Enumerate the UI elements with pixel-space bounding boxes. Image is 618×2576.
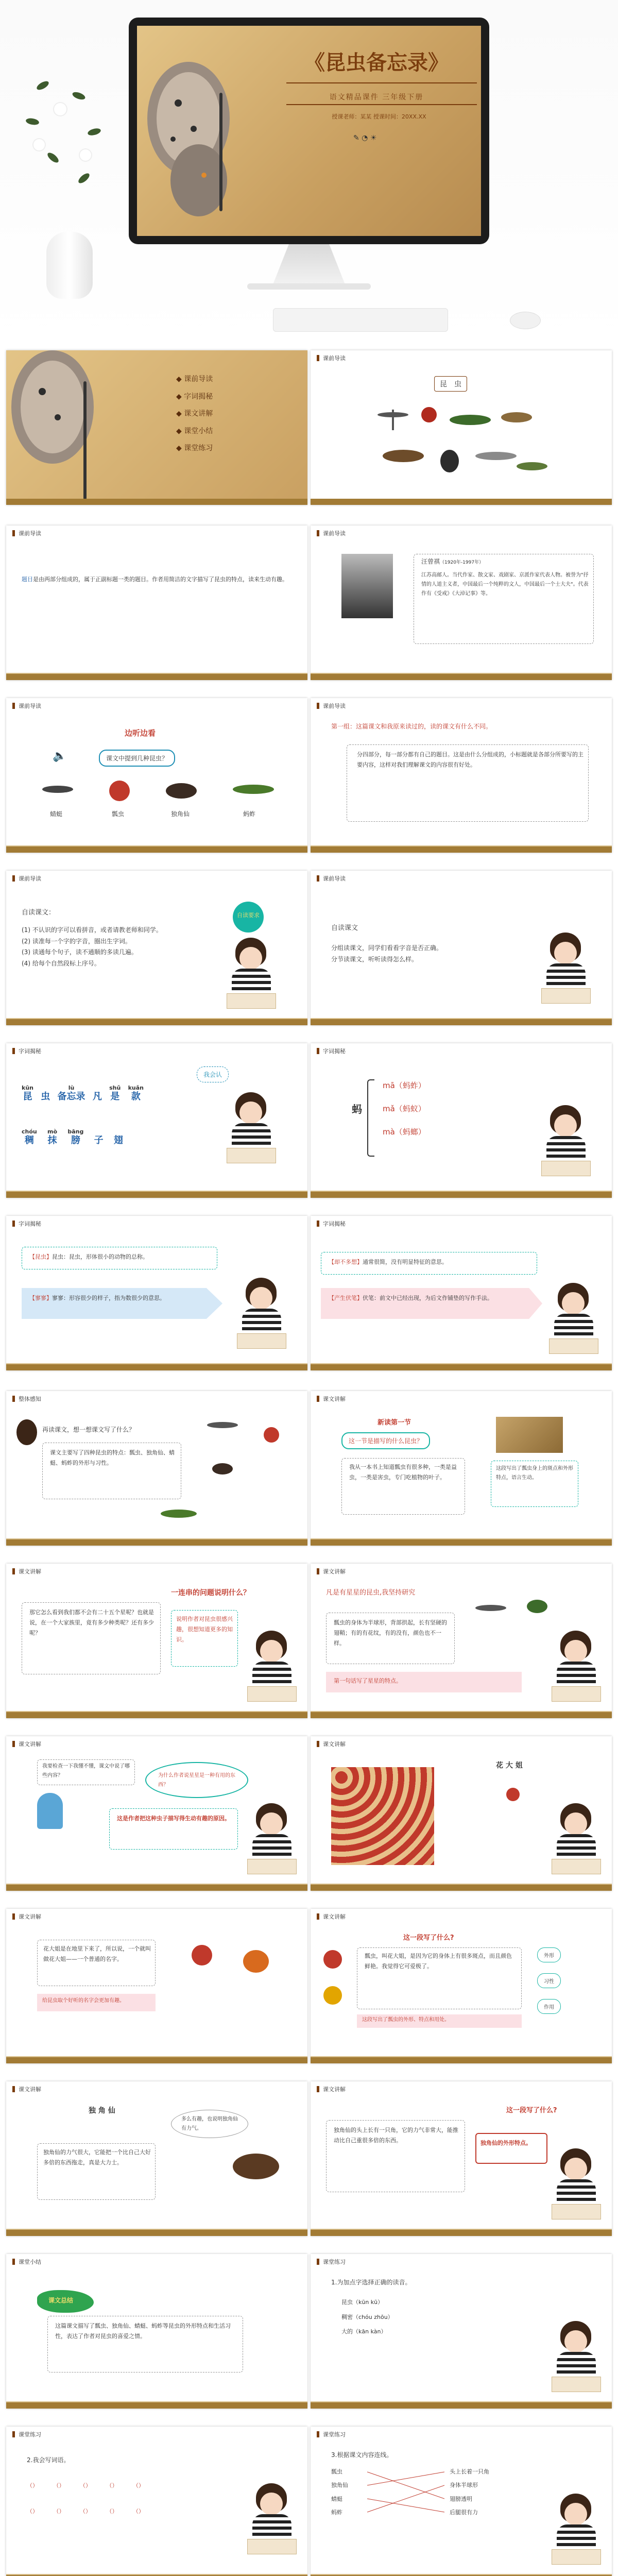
structure-text: 分四部分，每一部分都有自己的题目。这是由什么分组成的，小标题就是各部分所要写的主要内容，这样对我们理解课文的内容很有好处。 (357, 751, 583, 768)
girl-illustration (547, 1631, 604, 1708)
cover-subtitle: 语文精品课件 三年级下册 (329, 93, 424, 101)
slide-footer (311, 1885, 612, 1891)
speaker-icon[interactable]: 🔈 (53, 750, 67, 762)
slide-footer (311, 846, 612, 853)
ladybug-icon (243, 1950, 269, 1973)
tag-pill: 外形 (537, 1947, 561, 1962)
slide-beetle (6, 2081, 307, 2236)
word-row-1: kūn 昆 虫 lù 备忘录 凡 shǔ 是 kuǎn 款 (22, 1084, 144, 1103)
exercise3-title: 3.根据课文内容连线。 (331, 2451, 393, 2459)
slide-menu (6, 350, 307, 505)
girl-illustration (547, 2148, 604, 2226)
slide-footer (6, 2402, 307, 2409)
slide-summary (6, 2254, 307, 2409)
definition-ribbon (321, 1288, 542, 1319)
slide-footer (311, 1364, 612, 1370)
slide-section-1 (311, 1391, 612, 1546)
questions-text: 那它怎么看到我们都不会有二十五个星呢？也就是说，在一个大家族里，竟有多少种类呢？还有多少呢？ (29, 1609, 154, 1636)
menu-item[interactable]: ◆ 课堂练习 (176, 444, 213, 453)
slide-footer (6, 846, 307, 853)
slide-listen (6, 698, 307, 853)
brace (367, 1079, 374, 1157)
monitor-base (247, 283, 371, 290)
author-bio: 江苏高邮人。当代作家、散文家、戏剧家、京派作家代表人物。被誉为"抒情的人道主义者，中国最后一个纯粹的文人，中国最后一个士大夫"。代表作有《受戒》《大淖记事》等。 (421, 572, 589, 597)
slide-author (311, 526, 612, 680)
grasshopper-icon (161, 1510, 197, 1518)
section-label: 课文讲解 (19, 2086, 41, 2093)
grasshopper-icon (233, 785, 274, 794)
slide-thinking (6, 1736, 307, 1891)
section-label: 课文讲解 (19, 1913, 41, 1920)
vase (46, 232, 93, 299)
girl-illustration (547, 2321, 604, 2398)
slide-intro (6, 526, 307, 680)
cover-divider (286, 82, 477, 83)
girl-illustration (547, 1803, 604, 1880)
girl-illustration (233, 1278, 289, 1355)
slide-footer (6, 499, 307, 505)
polyphone-list: mā（蚂蚱） mǎ（蚂蚁） mà（蚂螂） (383, 1081, 426, 1137)
definition-text: 【昆虫】昆虫：昆虫，形体很小的动物的总称。 (29, 1253, 148, 1260)
slide-footer (311, 2057, 612, 2063)
structure-heading: 第一组：这篇课文和我原来读过的，读的课文有什么不同。 (331, 723, 492, 730)
dragonfly-icon (42, 786, 73, 793)
requirement-bubble: 自读要求 (233, 902, 264, 933)
topic-tag: 昆 虫 (434, 376, 467, 392)
questions-heading: 一连串的问题说明什么？ (171, 1589, 250, 1597)
insect-label: 蜻蜓 (50, 810, 63, 818)
child-avatar (16, 1419, 37, 1445)
group-read-title: 自读课文 (331, 924, 358, 932)
word-tip: 我会认 (197, 1066, 229, 1082)
naming-text: 花大姐是在地里下来了，所以说，一个就叫做花大姐——一个普通的名字。 (43, 1945, 151, 1962)
section-label: 字词揭秘 (19, 1048, 41, 1055)
slide-footer (6, 2057, 307, 2063)
overview-answer: 课文主要写了四种昆虫的特点：瓢虫、独角仙、蜻蜓、蚂蚱的外形与习性。 (50, 1449, 175, 1466)
match-left: 瓢虫 独角仙 蜻蜓 蚂蚱 (331, 2468, 348, 2516)
keyboard (273, 308, 448, 332)
side-note: 这段写出了瓢虫身上的斑点和外形特点，语言生动。 (496, 1466, 573, 1481)
tag-pill: 作用 (537, 1999, 561, 2014)
slide-footer (311, 1019, 612, 1025)
slide-word-def-1 (6, 1216, 307, 1370)
cover-divider (286, 104, 477, 105)
section-label: 字词揭秘 (19, 1221, 41, 1227)
cover-screen (137, 26, 481, 236)
slide-footer (311, 2402, 612, 2409)
section-label: 课文讲解 (323, 1568, 346, 1575)
slide-words (6, 1043, 307, 1198)
question-text: 我要检查一下我懂不懂，课文中说了哪些内容？ (42, 1764, 130, 1778)
section-text: 我从一本书上知道瓢虫有很多种，一类是益虫，一类是害虫，专门吃植物的叶子。 (349, 1464, 457, 1481)
ladybug-icon (323, 1950, 342, 1969)
definition-ribbon (22, 1288, 222, 1319)
girl-illustration (243, 1803, 300, 1880)
side-note: 说明作者对昆虫很感兴趣，很想知道更多的知识。 (176, 1616, 233, 1643)
menu-item[interactable]: ◆ 课堂小结 (176, 427, 213, 435)
shape-note: 第一句话写了星星的特点。 (334, 1677, 402, 1684)
section-label: 课堂练习 (19, 2431, 41, 2438)
exercise2-row: （） （） （） （） （） (27, 2482, 144, 2489)
listen-question: 课文中提到几种昆虫？ (99, 750, 175, 767)
beetle-icon (233, 2154, 279, 2179)
slide-footer (6, 674, 307, 680)
section-label: 课堂练习 (323, 2431, 346, 2438)
callout (475, 2133, 547, 2164)
match-lines (367, 2468, 444, 2524)
butterfly-image (6, 345, 125, 510)
slide-footer (311, 674, 612, 680)
section-label: 课前导读 (323, 530, 346, 537)
slide-footer (6, 1364, 307, 1370)
author-photo (341, 554, 393, 618)
author-name: 汪曾祺（1920年-1997年） (421, 558, 484, 565)
cover-meta: 授课老师：某某 授课时间：20XX.XX (332, 113, 426, 120)
section-label: 课前导读 (19, 875, 41, 882)
slide-footer (6, 1192, 307, 1198)
slide-questions (6, 1564, 307, 1718)
section-label: 课前导读 (19, 530, 41, 537)
menu-item[interactable]: ◆ 课前导读 (176, 375, 213, 383)
slide-footer (6, 2230, 307, 2236)
summary-text: 这篇课文描写了瓢虫、独角仙、蜻蜓、蚂蚱等昆虫的外形特点和生活习性，表达了作者对昆虫的喜爱之情。 (55, 2323, 231, 2340)
section-label: 课文讲解 (323, 1913, 346, 1920)
slide-self-read (6, 871, 307, 1025)
exercise-title: 1.为加点字选择正确的读音。 (331, 2279, 411, 2286)
beetle2-heading: 这一段写了什么? (506, 2107, 557, 2114)
insect-label: 瓢虫 (112, 810, 125, 818)
definition-text: 【却不多想】通常很简，没有明显特征的意思。 (329, 1259, 448, 1265)
ladybug-collage (331, 1767, 434, 1865)
beetle-icon (212, 1463, 233, 1475)
slide-structure (311, 698, 612, 853)
paragraph-heading: 这一段写了什么? (403, 1934, 454, 1942)
menu-list (176, 371, 213, 457)
slide-footer (6, 1712, 307, 1718)
exercise-lines: 昆虫（kūn kū） 稠密（chóu zhōu） 大的（kān kàn） (341, 2299, 393, 2335)
polyphone-char: 蚂 (352, 1103, 362, 1115)
section-label: 整体感知 (19, 1396, 41, 1402)
definition-text-2: 【产生伏笔】伏笔：前文中已经出现，为后文作铺垫的写作手法。 (329, 1295, 493, 1301)
thought-text: 为什么作者说星星是一种有用的东西？ (158, 1773, 235, 1788)
slide-word-def-2 (311, 1216, 612, 1370)
dragonfly-icon (207, 1422, 238, 1428)
slide-exercise-3 (311, 2427, 612, 2576)
menu-item[interactable]: ◆ 字词揭秘 (176, 392, 213, 401)
naming-note: 给昆虫取个好听的名字会更加有趣。 (42, 1998, 125, 2004)
paragraph-text: 瓢虫，叫花大姐，是因为它的身体上有很多斑点，而且颜色鲜艳。我觉得它可爱极了。 (365, 1953, 512, 1970)
section-label: 字词揭秘 (323, 1221, 346, 1227)
cover-icons: ✎ ◔ ☀ (353, 134, 377, 142)
definition-text-2: 【寥寥】寥寥：形容很少的样子，指为数很少的意思。 (29, 1295, 165, 1301)
section-label: 课前导读 (323, 875, 346, 882)
section-label: 课文讲解 (323, 1741, 346, 1748)
summary-tag: 课文总结 (48, 2297, 74, 2304)
slide-exercise-2 (6, 2427, 307, 2576)
plant-decoration (15, 72, 118, 294)
exercise2-title: 2.我会写词语。 (27, 2456, 70, 2464)
slide-group-read (311, 871, 612, 1025)
section-label: 课文讲解 (323, 1396, 346, 1402)
hero-mockup (0, 0, 618, 345)
exercise2-row: （） （） （） （） （） (27, 2508, 144, 2515)
beetle2-text: 独角仙的头上长有一只角，它的力气非常大，能推动比自己重很多倍的东西。 (334, 2127, 458, 2144)
slide-polyphone (311, 1043, 612, 1198)
section-label: 课文讲解 (19, 1741, 41, 1748)
slide-naming (6, 1909, 307, 2063)
section-label: 课堂小结 (19, 2259, 41, 2265)
ladybug-icon (506, 1788, 520, 1801)
girl-illustration (243, 1631, 300, 1708)
ladybug-icon (109, 781, 130, 801)
ladybug-icon (192, 1945, 212, 1965)
slide-footer (311, 2230, 612, 2236)
ladybug-icon (264, 1427, 279, 1443)
listen-title: 边听边看 (125, 728, 156, 738)
group-read-list: 分组读课文，同学们看看字音是否正确。 分节读课文，听听读得怎么样。 (331, 944, 443, 963)
boy-illustration (37, 1793, 63, 1829)
girl-illustration (222, 938, 279, 1015)
slide-footer (6, 1019, 307, 1025)
slide-insects (311, 350, 612, 505)
cover-title: 《昆虫备忘录》 (304, 50, 449, 75)
section-label: 课前导读 (323, 703, 346, 709)
girl-illustration (537, 933, 594, 1010)
slide-overview (6, 1391, 307, 1546)
slide-beetle-2 (311, 2081, 612, 2236)
slide-footer (6, 1885, 307, 1891)
overview-question: 再读课文，想一想课文写了什么？ (42, 1426, 135, 1433)
beetle-text: 独角仙的力气很大，它能把一个比自己大好多倍的东西拖走，真是大力士。 (43, 2149, 151, 2166)
slide-footer (311, 1192, 612, 1198)
insects-image (367, 399, 553, 487)
section-label: 课文讲解 (323, 2086, 346, 2093)
shape-text: 瓢虫的身体为半球形，背部拱起，长有坚硬的翅鞘；有的有花纹，有的没有，颜色也不一样。 (334, 1619, 447, 1647)
monitor-stand (273, 244, 345, 284)
slide-footer (311, 1539, 612, 1546)
slide-footer (311, 1712, 612, 1718)
girl-illustration (545, 1283, 602, 1360)
girl-illustration (547, 2494, 604, 2571)
insect-label: 蚂蚱 (243, 810, 256, 818)
slide-huadajie (311, 1736, 612, 1891)
girl-illustration (222, 1092, 279, 1170)
butterfly-image (142, 57, 261, 222)
slide-exercise-1 (311, 2254, 612, 2409)
girl-illustration (537, 1105, 594, 1182)
monitor (129, 18, 489, 244)
insect-photo (496, 1417, 563, 1453)
beetle-icon (527, 1600, 547, 1613)
slide-paragraph (311, 1909, 612, 2063)
self-read-list: (1) 不认识的字可以看拼音，或者请教老师和同学。 (2) 读准每一个字的字音，圈出生字词。 (3) 读通每个句子，读不通顺的多读几遍。 (4) 给每个自然段标上序号。 (22, 926, 162, 967)
girl-illustration (243, 2483, 300, 2561)
section-label: 课前导读 (19, 703, 41, 709)
shape-heading: 凡是有星星的昆虫,我坚持研究 (326, 1589, 416, 1597)
section-label: 字词揭秘 (323, 1048, 346, 1055)
slide-footer (6, 1539, 307, 1546)
section-question: 这一节是描写的什么昆虫？ (341, 1432, 430, 1449)
dragonfly-icon (475, 1605, 506, 1611)
paragraph-note: 这段写出了瓢虫的外形、特点和用处。 (362, 2017, 450, 2023)
speech-text: 多么有趣，也说明独角仙有力气。 (181, 2116, 238, 2131)
menu-item[interactable]: ◆ 课文讲解 (176, 410, 213, 418)
section-label: 课前导读 (323, 355, 346, 362)
callout-text: 独角仙的外形特点。 (480, 2140, 531, 2146)
mouse (510, 312, 541, 329)
section-label: 课堂练习 (323, 2259, 346, 2265)
beetle-icon (166, 783, 197, 799)
slide-footer (311, 499, 612, 505)
word-row-2: chóu 稠 mò 抹 bāng 膀 子 翅 (22, 1128, 123, 1146)
answer-text: 这是作者把这种虫子描写得生动有趣的原因。 (117, 1815, 230, 1822)
self-read-title: 自读课文： (22, 909, 56, 917)
insect-label: 独角仙 (171, 810, 190, 818)
huadajie-title: 花 大 姐 (496, 1761, 523, 1770)
intro-text: 题目是由两部分组成的，属于正副标题一类的题目。作者用简洁的文字描写了昆虫的特点，读来生动有趣。 (22, 576, 288, 583)
ladybug-icon (323, 1986, 342, 2005)
section-label: 课文讲解 (19, 1568, 41, 1575)
section-title: 新读第一节 (377, 1419, 411, 1427)
tag-pill: 习性 (537, 1973, 561, 1988)
slide-ladybug-shape (311, 1564, 612, 1718)
match-right: 头上长着一只角 身体半球形 翅膀透明 后腿很有力 (450, 2468, 489, 2516)
beetle-title: 独 角 仙 (89, 2107, 115, 2115)
